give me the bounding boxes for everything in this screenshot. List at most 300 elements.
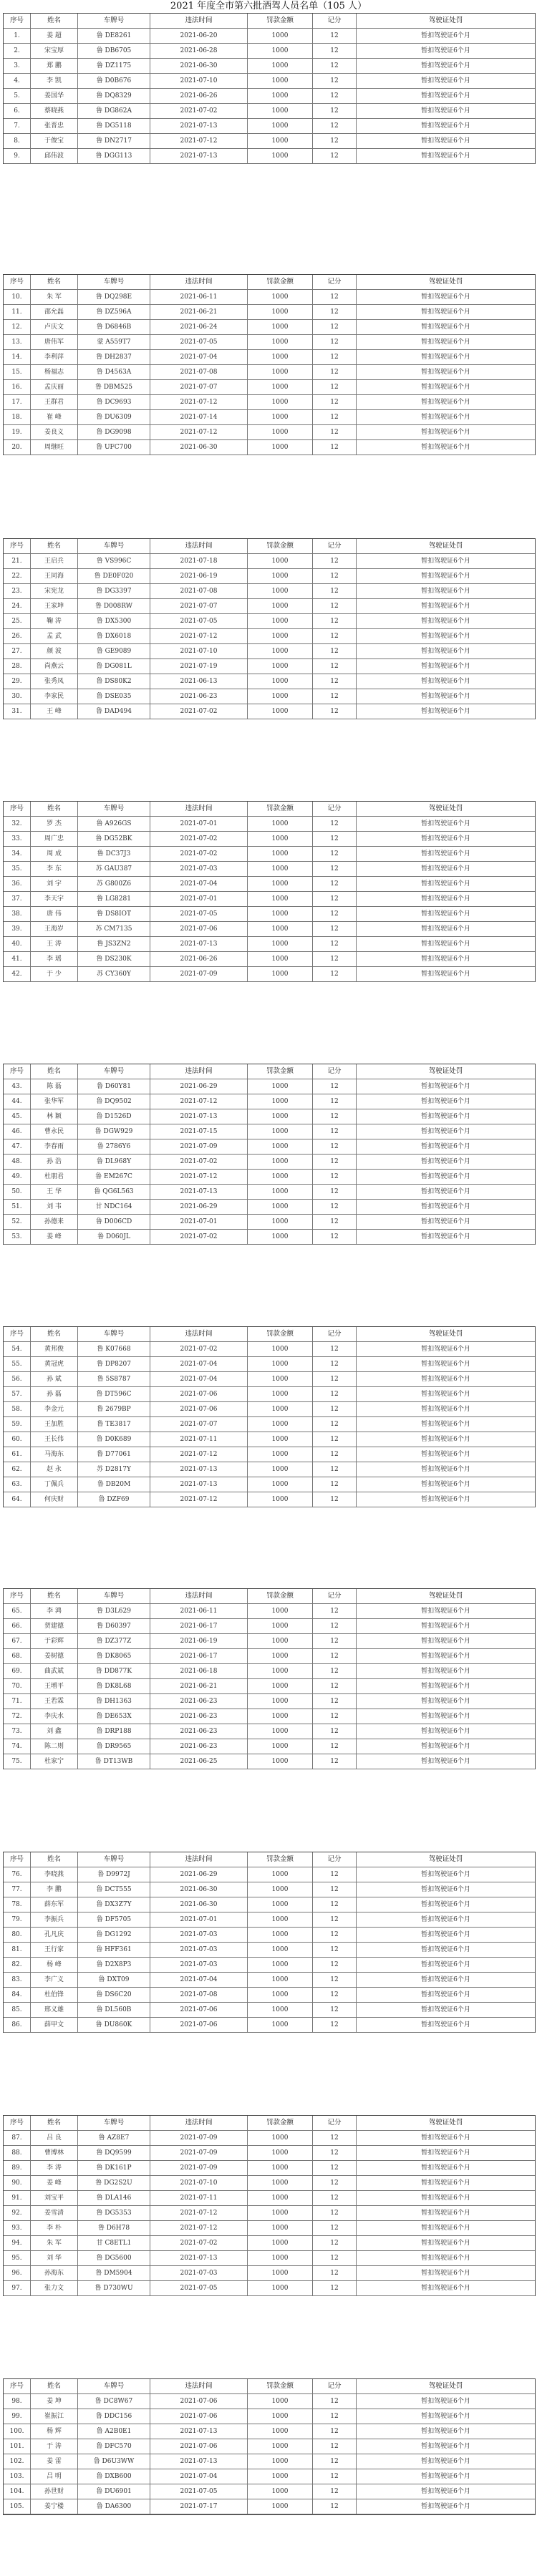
cell-fine: 1000 bbox=[248, 1342, 313, 1356]
cell-no: 67. bbox=[4, 1634, 31, 1648]
cell-plate: 鲁 D1526D bbox=[78, 1109, 150, 1124]
cell-plate: 鲁 TE3817 bbox=[78, 1417, 150, 1432]
cell-date: 2021-06-30 bbox=[150, 440, 248, 455]
cell-fine: 1000 bbox=[248, 1477, 313, 1492]
table-row bbox=[4, 1139, 535, 1155]
cell-name: 王行家 bbox=[31, 1943, 78, 1957]
cell-plate: 鲁 D4563A bbox=[78, 365, 150, 379]
header-plate: 车牌号 bbox=[78, 1589, 150, 1603]
cell-date: 2021-07-12 bbox=[150, 395, 248, 409]
cell-name: 王 涛 bbox=[31, 937, 78, 951]
cell-penalty: 暂扣驾驶证6个月 bbox=[421, 1188, 470, 1195]
cell-date: 2021-07-14 bbox=[150, 410, 248, 424]
cell-plate: 苏 G800Z6 bbox=[78, 877, 150, 891]
cell-penalty: 暂扣驾驶证6个月 bbox=[421, 2021, 470, 2028]
cell-points: 12 bbox=[313, 629, 357, 643]
cell-points: 12 bbox=[313, 119, 357, 133]
cell-fine: 1000 bbox=[248, 2499, 313, 2514]
cell-points: 12 bbox=[313, 1634, 357, 1648]
table-row bbox=[4, 1619, 535, 1634]
cell-penalty: 暂扣驾驶证6个月 bbox=[421, 1638, 470, 1645]
cell-name: 邵允磊 bbox=[31, 305, 78, 319]
cell-no: 96. bbox=[4, 2266, 31, 2280]
cell-penalty: 暂扣驾驶证6个月 bbox=[421, 339, 470, 346]
cell-date: 2021-06-25 bbox=[150, 1754, 248, 1769]
header-no: 序号 bbox=[4, 802, 31, 816]
cell-no: 65. bbox=[4, 1604, 31, 1618]
table-row bbox=[4, 2003, 535, 2018]
cell-plate: 鲁 D60397 bbox=[78, 1619, 150, 1633]
cell-penalty: 暂扣驾驶证6个月 bbox=[421, 1901, 470, 1908]
cell-fine: 1000 bbox=[248, 1109, 313, 1124]
cell-no: 105. bbox=[4, 2499, 31, 2514]
cell-fine: 1000 bbox=[248, 1079, 313, 1094]
cell-points: 12 bbox=[313, 1867, 357, 1882]
cell-no: 9. bbox=[4, 149, 31, 163]
cell-points: 12 bbox=[313, 674, 357, 689]
cell-name: 周广忠 bbox=[31, 832, 78, 846]
cell-no: 39. bbox=[4, 922, 31, 936]
table-row bbox=[4, 569, 535, 584]
cell-penalty: 暂扣驾驶证6个月 bbox=[421, 1668, 470, 1675]
cell-name: 颜 波 bbox=[31, 644, 78, 658]
header-points: 记分 bbox=[313, 1064, 357, 1079]
cell-plate: 鲁 D0B676 bbox=[78, 74, 150, 88]
cell-name: 鞠 涛 bbox=[31, 614, 78, 628]
cell-no: 2. bbox=[4, 44, 31, 58]
cell-no: 80. bbox=[4, 1928, 31, 1942]
header-penalty: 驾驶证处罚 bbox=[428, 2382, 463, 2390]
cell-date: 2021-07-13 bbox=[150, 149, 248, 163]
table-header-row bbox=[4, 275, 535, 290]
cell-name: 李 东 bbox=[31, 862, 78, 876]
cell-no: 72. bbox=[4, 1709, 31, 1724]
cell-plate: 鲁 DLA146 bbox=[78, 2191, 150, 2205]
cell-no: 48. bbox=[4, 1155, 31, 1169]
cell-plate: 鲁 A2B0E1 bbox=[78, 2424, 150, 2439]
cell-name: 唐伟军 bbox=[31, 335, 78, 349]
header-no: 序号 bbox=[4, 14, 31, 28]
header-points: 记分 bbox=[313, 802, 357, 816]
cell-no: 52. bbox=[4, 1215, 31, 1229]
cell-name: 曹博林 bbox=[31, 2146, 78, 2160]
cell-name: 杜伯锋 bbox=[31, 1988, 78, 2002]
cell-no: 31. bbox=[4, 704, 31, 719]
cell-fine: 1000 bbox=[248, 584, 313, 598]
cell-name: 王海岁 bbox=[31, 922, 78, 936]
cell-plate: 鲁 DG2S2U bbox=[78, 2176, 150, 2190]
cell-points: 12 bbox=[313, 1754, 357, 1769]
header-penalty: 驾驶证处罚 bbox=[428, 1330, 463, 1338]
cell-points: 12 bbox=[313, 644, 357, 658]
cell-fine: 1000 bbox=[248, 2221, 313, 2235]
table-row bbox=[4, 907, 535, 922]
cell-no: 83. bbox=[4, 1973, 31, 1987]
cell-plate: 鲁 DX3Z7Y bbox=[78, 1897, 150, 1912]
header-name: 姓名 bbox=[31, 2116, 78, 2130]
table-row bbox=[4, 1215, 535, 1230]
header-plate: 车牌号 bbox=[78, 802, 150, 816]
header-plate: 车牌号 bbox=[78, 1064, 150, 1079]
cell-penalty: 暂扣驾驶证6个月 bbox=[421, 137, 470, 145]
table-row bbox=[4, 862, 535, 877]
table-row bbox=[4, 2266, 535, 2281]
cell-points: 12 bbox=[313, 320, 357, 334]
cell-no: 26. bbox=[4, 629, 31, 643]
cell-fine: 1000 bbox=[248, 847, 313, 861]
cell-date: 2021-06-17 bbox=[150, 1649, 248, 1663]
cell-penalty: 暂扣驾驶证6个月 bbox=[421, 77, 470, 84]
cell-no: 22. bbox=[4, 569, 31, 583]
cell-plate: 鲁 DU860K bbox=[78, 2018, 150, 2032]
table-row bbox=[4, 1958, 535, 1973]
cell-no: 17. bbox=[4, 395, 31, 409]
cell-fine: 1000 bbox=[248, 1170, 313, 1184]
cell-plate: 鲁 D730WU bbox=[78, 2281, 150, 2295]
cell-points: 12 bbox=[313, 1139, 357, 1154]
cell-no: 81. bbox=[4, 1943, 31, 1957]
cell-points: 12 bbox=[313, 1447, 357, 1462]
cell-no: 28. bbox=[4, 659, 31, 674]
table-page bbox=[3, 2378, 536, 2515]
cell-date: 2021-06-23 bbox=[150, 1724, 248, 1739]
cell-points: 12 bbox=[313, 1694, 357, 1709]
table-row bbox=[4, 1200, 535, 1215]
cell-points: 12 bbox=[313, 2409, 357, 2424]
cell-date: 2021-07-06 bbox=[150, 922, 248, 936]
cell-fine: 1000 bbox=[248, 1215, 313, 1229]
cell-plate: 鲁 VS996C bbox=[78, 554, 150, 568]
cell-name: 李庆水 bbox=[31, 1709, 78, 1724]
cell-points: 12 bbox=[313, 2499, 357, 2514]
cell-name: 崔振江 bbox=[31, 2409, 78, 2424]
cell-date: 2021-06-26 bbox=[150, 952, 248, 966]
cell-penalty: 暂扣驾驶证6个月 bbox=[421, 1961, 470, 1968]
table-row bbox=[4, 1882, 535, 1897]
cell-plate: 鲁 DG081L bbox=[78, 659, 150, 674]
cell-plate: 鲁 D060JL bbox=[78, 1230, 150, 1244]
table-row bbox=[4, 674, 535, 689]
cell-points: 12 bbox=[313, 2191, 357, 2205]
cell-name: 姜 峰 bbox=[31, 2176, 78, 2190]
cell-no: 100. bbox=[4, 2424, 31, 2439]
table-row bbox=[4, 922, 535, 937]
cell-penalty: 暂扣驾驶证6个月 bbox=[421, 1421, 470, 1428]
cell-no: 14. bbox=[4, 350, 31, 364]
table-row bbox=[4, 2484, 535, 2499]
cell-no: 71. bbox=[4, 1694, 31, 1709]
cell-no: 23. bbox=[4, 584, 31, 598]
cell-name: 蔡晓燕 bbox=[31, 104, 78, 118]
table-row bbox=[4, 2191, 535, 2206]
cell-penalty: 暂扣驾驶证6个月 bbox=[421, 1083, 470, 1090]
cell-points: 12 bbox=[313, 689, 357, 704]
cell-name: 王家坤 bbox=[31, 599, 78, 613]
cell-no: 7. bbox=[4, 119, 31, 133]
cell-penalty: 暂扣驾驶证6个月 bbox=[421, 865, 470, 873]
table-row bbox=[4, 365, 535, 380]
header-date: 违法时间 bbox=[150, 2379, 248, 2393]
cell-name: 周继旺 bbox=[31, 440, 78, 455]
cell-no: 74. bbox=[4, 1739, 31, 1754]
cell-points: 12 bbox=[313, 365, 357, 379]
cell-plate: 鲁 UFC700 bbox=[78, 440, 150, 455]
cell-name: 孙 浩 bbox=[31, 1155, 78, 1169]
cell-date: 2021-06-18 bbox=[150, 1664, 248, 1678]
cell-points: 12 bbox=[313, 1679, 357, 1693]
header-name: 姓名 bbox=[31, 14, 78, 28]
table-row bbox=[4, 1604, 535, 1619]
cell-fine: 1000 bbox=[248, 335, 313, 349]
table-row bbox=[4, 1724, 535, 1739]
cell-name: 王若霖 bbox=[31, 1694, 78, 1709]
cell-points: 12 bbox=[313, 1342, 357, 1356]
cell-fine: 1000 bbox=[248, 1694, 313, 1709]
table-row bbox=[4, 2251, 535, 2266]
cell-penalty: 暂扣驾驶证6个月 bbox=[421, 1623, 470, 1630]
cell-points: 12 bbox=[313, 2236, 357, 2250]
cell-penalty: 暂扣驾驶证6个月 bbox=[421, 1158, 470, 1165]
cell-plate: 鲁 DQ8329 bbox=[78, 89, 150, 103]
cell-name: 李广义 bbox=[31, 1973, 78, 1987]
cell-name: 邱伟波 bbox=[31, 149, 78, 163]
cell-date: 2021-07-04 bbox=[150, 1973, 248, 1987]
cell-plate: 鲁 QG6L563 bbox=[78, 1185, 150, 1199]
cell-points: 12 bbox=[313, 2131, 357, 2145]
cell-date: 2021-06-24 bbox=[150, 320, 248, 334]
cell-name: 于彩辉 bbox=[31, 1634, 78, 1648]
cell-points: 12 bbox=[313, 1094, 357, 1109]
cell-date: 2021-07-05 bbox=[150, 2281, 248, 2295]
cell-plate: 鲁 DT596C bbox=[78, 1387, 150, 1401]
cell-date: 2021-06-19 bbox=[150, 569, 248, 583]
cell-date: 2021-07-08 bbox=[150, 365, 248, 379]
cell-penalty: 暂扣驾驶证6个月 bbox=[421, 1451, 470, 1458]
cell-name: 李天宇 bbox=[31, 892, 78, 906]
cell-no: 24. bbox=[4, 599, 31, 613]
cell-no: 95. bbox=[4, 2251, 31, 2265]
cell-points: 12 bbox=[313, 1912, 357, 1927]
table-page bbox=[3, 1588, 536, 1769]
cell-points: 12 bbox=[313, 395, 357, 409]
header-name: 姓名 bbox=[31, 539, 78, 553]
table-row bbox=[4, 119, 535, 134]
cell-date: 2021-07-02 bbox=[150, 847, 248, 861]
cell-points: 12 bbox=[313, 59, 357, 73]
cell-penalty: 暂扣驾驶证6个月 bbox=[421, 1173, 470, 1180]
header-penalty: 驾驶证处罚 bbox=[428, 278, 463, 286]
cell-fine: 1000 bbox=[248, 29, 313, 43]
cell-plate: 鲁 DH2837 bbox=[78, 350, 150, 364]
cell-penalty: 暂扣驾驶证6个月 bbox=[421, 648, 470, 655]
cell-name: 于 涛 bbox=[31, 2439, 78, 2454]
cell-fine: 1000 bbox=[248, 892, 313, 906]
cell-date: 2021-07-04 bbox=[150, 2469, 248, 2484]
cell-date: 2021-07-09 bbox=[150, 2131, 248, 2145]
cell-penalty: 暂扣驾驶证6个月 bbox=[421, 62, 470, 69]
cell-penalty: 暂扣驾驶证6个月 bbox=[421, 895, 470, 903]
cell-name: 陈 磊 bbox=[31, 1079, 78, 1094]
cell-no: 37. bbox=[4, 892, 31, 906]
cell-plate: 鲁 DX5300 bbox=[78, 614, 150, 628]
cell-fine: 1000 bbox=[248, 569, 313, 583]
cell-fine: 1000 bbox=[248, 2409, 313, 2424]
cell-penalty: 暂扣驾驶证6个月 bbox=[421, 2179, 470, 2187]
cell-no: 15. bbox=[4, 365, 31, 379]
cell-points: 12 bbox=[313, 1928, 357, 1942]
table-row bbox=[4, 2409, 535, 2424]
cell-plate: 鲁 DM5904 bbox=[78, 2266, 150, 2280]
cell-fine: 1000 bbox=[248, 1139, 313, 1154]
cell-fine: 1000 bbox=[248, 1094, 313, 1109]
cell-plate: 鲁 DS230K bbox=[78, 952, 150, 966]
cell-points: 12 bbox=[313, 1664, 357, 1678]
cell-date: 2021-07-07 bbox=[150, 599, 248, 613]
cell-plate: 鲁 DR9565 bbox=[78, 1739, 150, 1754]
header-no: 序号 bbox=[4, 1852, 31, 1867]
cell-fine: 1000 bbox=[248, 365, 313, 379]
cell-plate: 鲁 DG3397 bbox=[78, 584, 150, 598]
cell-no: 32. bbox=[4, 817, 31, 831]
cell-penalty: 暂扣驾驶证6个月 bbox=[421, 2195, 470, 2202]
cell-fine: 1000 bbox=[248, 1973, 313, 1987]
table-row bbox=[4, 1694, 535, 1709]
table-row bbox=[4, 1372, 535, 1387]
cell-date: 2021-07-09 bbox=[150, 2161, 248, 2175]
cell-date: 2021-07-12 bbox=[150, 134, 248, 148]
cell-name: 刘 鑫 bbox=[31, 1724, 78, 1739]
cell-date: 2021-07-13 bbox=[150, 1185, 248, 1199]
cell-penalty: 暂扣驾驶证6个月 bbox=[421, 2413, 470, 2420]
cell-penalty: 暂扣驾驶证6个月 bbox=[421, 850, 470, 857]
cell-penalty: 暂扣驾驶证6个月 bbox=[421, 1991, 470, 1998]
cell-no: 18. bbox=[4, 410, 31, 424]
cell-date: 2021-06-28 bbox=[150, 44, 248, 58]
cell-points: 12 bbox=[313, 847, 357, 861]
table-row bbox=[4, 584, 535, 599]
cell-no: 53. bbox=[4, 1230, 31, 1244]
cell-date: 2021-07-06 bbox=[150, 2018, 248, 2032]
header-penalty: 驾驶证处罚 bbox=[428, 542, 463, 550]
cell-plate: 鲁 DXB600 bbox=[78, 2469, 150, 2484]
table-page bbox=[3, 1852, 536, 2033]
cell-penalty: 暂扣驾驶证6个月 bbox=[421, 925, 470, 933]
cell-points: 12 bbox=[313, 832, 357, 846]
cell-points: 12 bbox=[313, 2439, 357, 2454]
table-row bbox=[4, 2018, 535, 2033]
cell-no: 3. bbox=[4, 59, 31, 73]
cell-points: 12 bbox=[313, 877, 357, 891]
cell-fine: 1000 bbox=[248, 440, 313, 455]
cell-date: 2021-07-12 bbox=[150, 425, 248, 439]
cell-points: 12 bbox=[313, 89, 357, 103]
cell-name: 于 少 bbox=[31, 967, 78, 981]
cell-date: 2021-06-17 bbox=[150, 1619, 248, 1633]
cell-plate: 鲁 DCT555 bbox=[78, 1882, 150, 1897]
cell-name: 杨 峰 bbox=[31, 1958, 78, 1972]
cell-no: 60. bbox=[4, 1432, 31, 1447]
cell-name: 王 峰 bbox=[31, 704, 78, 719]
cell-penalty: 暂扣驾驶证6个月 bbox=[421, 835, 470, 842]
cell-date: 2021-06-20 bbox=[150, 29, 248, 43]
cell-fine: 1000 bbox=[248, 862, 313, 876]
cell-no: 101. bbox=[4, 2439, 31, 2454]
cell-date: 2021-06-21 bbox=[150, 305, 248, 319]
cell-date: 2021-07-13 bbox=[150, 2251, 248, 2265]
cell-name: 曲武斌 bbox=[31, 1664, 78, 1678]
table-row bbox=[4, 1492, 535, 1507]
cell-plate: 鲁 5S8787 bbox=[78, 1372, 150, 1386]
cell-fine: 1000 bbox=[248, 1634, 313, 1648]
header-name: 姓名 bbox=[31, 2379, 78, 2393]
cell-points: 12 bbox=[313, 1492, 357, 1507]
cell-fine: 1000 bbox=[248, 1372, 313, 1386]
table-row bbox=[4, 659, 535, 674]
table-page bbox=[3, 538, 536, 719]
table-row bbox=[4, 1867, 535, 1882]
cell-fine: 1000 bbox=[248, 2161, 313, 2175]
cell-plate: 鲁 DXT09 bbox=[78, 1973, 150, 1987]
table-row bbox=[4, 1928, 535, 1943]
cell-date: 2021-07-04 bbox=[150, 877, 248, 891]
cell-no: 44. bbox=[4, 1094, 31, 1109]
cell-plate: 鲁 DG9098 bbox=[78, 425, 150, 439]
cell-no: 8. bbox=[4, 134, 31, 148]
table-row bbox=[4, 1402, 535, 1417]
cell-points: 12 bbox=[313, 29, 357, 43]
cell-penalty: 暂扣驾驶证6个月 bbox=[421, 47, 470, 54]
cell-no: 104. bbox=[4, 2484, 31, 2499]
cell-penalty: 暂扣驾驶证6个月 bbox=[421, 1406, 470, 1413]
cell-name: 丁佩兵 bbox=[31, 1477, 78, 1492]
cell-points: 12 bbox=[313, 1709, 357, 1724]
cell-no: 64. bbox=[4, 1492, 31, 1507]
cell-name: 姜 峰 bbox=[31, 1230, 78, 1244]
cell-penalty: 暂扣驾驶证6个月 bbox=[421, 573, 470, 580]
cell-no: 20. bbox=[4, 440, 31, 455]
cell-plate: 鲁 DF5705 bbox=[78, 1912, 150, 1927]
cell-no: 47. bbox=[4, 1139, 31, 1154]
cell-plate: 鲁 DU6901 bbox=[78, 2484, 150, 2499]
cell-date: 2021-07-06 bbox=[150, 2394, 248, 2409]
cell-fine: 1000 bbox=[248, 659, 313, 674]
header-no: 序号 bbox=[4, 1064, 31, 1079]
cell-date: 2021-07-04 bbox=[150, 1372, 248, 1386]
cell-penalty: 暂扣驾驶证6个月 bbox=[421, 956, 470, 963]
cell-name: 孟 武 bbox=[31, 629, 78, 643]
cell-no: 89. bbox=[4, 2161, 31, 2175]
cell-points: 12 bbox=[313, 1124, 357, 1139]
cell-no: 30. bbox=[4, 689, 31, 704]
cell-points: 12 bbox=[313, 569, 357, 583]
cell-date: 2021-07-06 bbox=[150, 1402, 248, 1416]
cell-no: 76. bbox=[4, 1867, 31, 1882]
cell-date: 2021-06-23 bbox=[150, 1694, 248, 1709]
table-page bbox=[3, 1326, 536, 1507]
cell-points: 12 bbox=[313, 937, 357, 951]
cell-plate: 鲁 DE653X bbox=[78, 1709, 150, 1724]
cell-penalty: 暂扣驾驶证6个月 bbox=[421, 971, 470, 978]
cell-no: 82. bbox=[4, 1958, 31, 1972]
cell-points: 12 bbox=[313, 1432, 357, 1447]
header-fine: 罚款金额 bbox=[248, 1852, 313, 1867]
table-row bbox=[4, 104, 535, 119]
cell-no: 4. bbox=[4, 74, 31, 88]
cell-no: 6. bbox=[4, 104, 31, 118]
cell-date: 2021-07-02 bbox=[150, 1155, 248, 1169]
cell-date: 2021-07-03 bbox=[150, 1958, 248, 1972]
cell-name: 张秀凤 bbox=[31, 674, 78, 689]
